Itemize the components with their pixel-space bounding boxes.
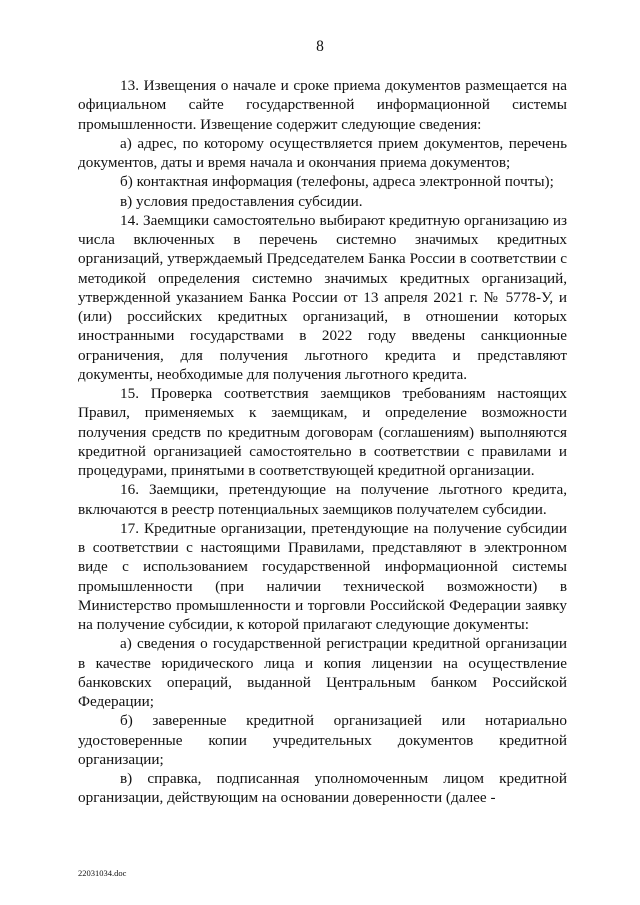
paragraph-13: 13. Извещения о начале и сроке приема документов размещается на официальном сайте государственной информационной системы промышленности. Извещение содержит следующие сведения: bbox=[78, 77, 567, 133]
page-number: 8 bbox=[316, 38, 324, 55]
paragraph-17-item-b: б) заверенные кредитной организацией или нотариально удостоверенные копии учредительных документов кредитной организации; bbox=[78, 712, 567, 768]
paragraph-17: 17. Кредитные организации, претендующие на получение субсидии в соответствии с настоящими Правилами, представляют в электронном виде с использованием государственной информационной системы промышленности (при наличии технической возможности) в Министерство промышленности и торговли Российской Федерации заявку на получение субсидии, к которой прилагают следующие документы: bbox=[78, 519, 567, 633]
paragraph-13-item-a: а) адрес, по которому осуществляется прием документов, перечень документов, даты и время начала и окончания приема документов; bbox=[78, 134, 567, 171]
paragraph-13-item-c: в) условия предоставления субсидии. bbox=[120, 192, 363, 210]
paragraph-17-item-a: а) сведения о государственной регистрации кредитной организации в качестве юридического лица и копия лицензии на осуществление банковских операций, выданной Центральным банком Российской Федерации; bbox=[78, 635, 567, 710]
paragraph-16: 16. Заемщики, претендующие на получение льготного кредита, включаются в реестр потенциальных заемщиков получателем субсидии. bbox=[78, 481, 567, 518]
paragraph-14: 14. Заемщики самостоятельно выбирают кредитную организацию из числа включенных в перечень системно значимых кредитных организаций, утверждаемый Председателем Банка России в соответствии с методикой определения системно значимых кредитных организаций, утвержденной указанием Банка России от 13 апреля 2021 г. № 5778-У, и (или) российских кредитных организаций, в отношении которых иностранными государствами в 2022 году введены санкционные ограничения, для получения льготного кредита и представляют документы, необходимые для получения льготного кредита. bbox=[78, 211, 567, 383]
paragraph-13-item-b: б) контактная информация (телефоны, адреса электронной почты); bbox=[120, 173, 554, 191]
footer-document-code: 22031034.doc bbox=[78, 868, 127, 878]
paragraph-17-item-c: в) справка, подписанная уполномоченным лицом кредитной организации, действующим на основании доверенности (далее - bbox=[78, 770, 567, 807]
paragraph-15: 15. Проверка соответствия заемщиков требованиям настоящих Правил, применяемых к заемщикам, и определение возможности получения средств по кредитным договорам (соглашениям) выполняются кредитной организацией самостоятельно в соответствии с правилами и процедурами, принятыми в соответствующей кредитной организации. bbox=[78, 385, 567, 479]
document-body bbox=[78, 76, 567, 808]
